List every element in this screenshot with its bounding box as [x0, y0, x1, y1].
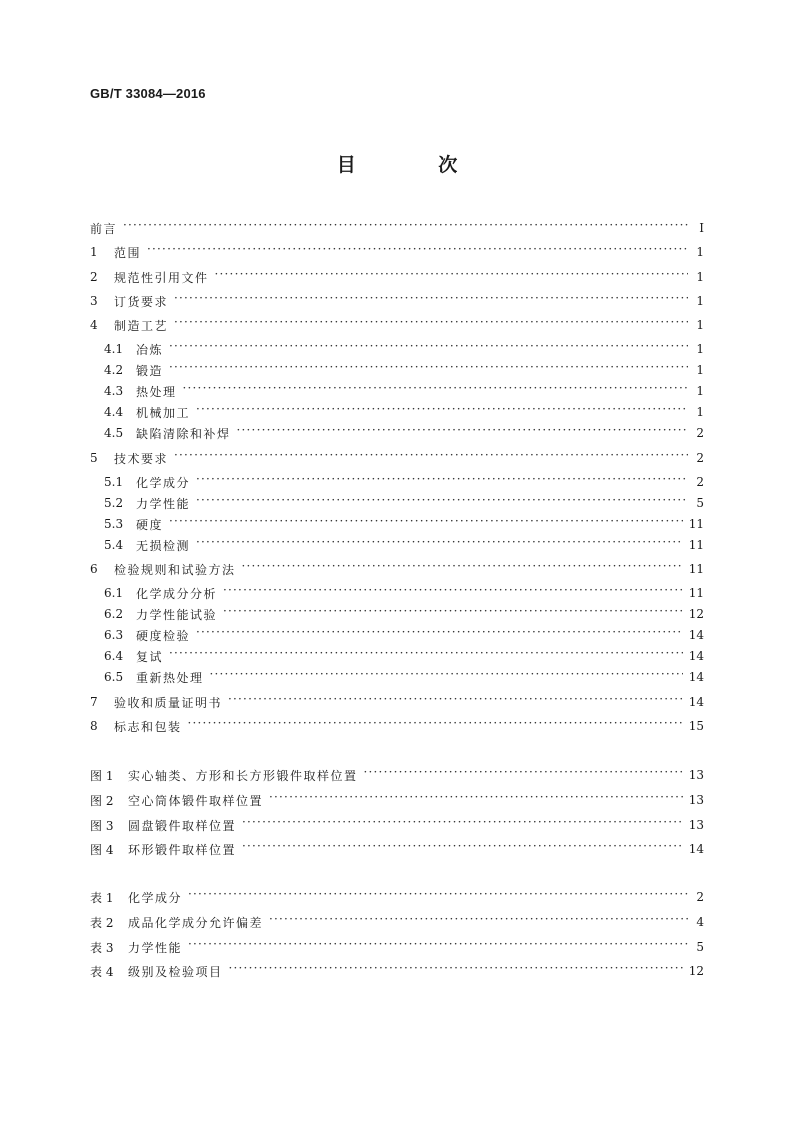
- entry-page-number: 15: [688, 719, 704, 733]
- entry-title: 级别及检验项目: [128, 964, 223, 979]
- entry-page-number: 1: [696, 342, 704, 356]
- dot-leader: [228, 695, 683, 709]
- dot-leader: [169, 517, 683, 531]
- dot-leader: [364, 768, 683, 782]
- entry-title: 热处理: [136, 384, 177, 399]
- entry-title: 机械加工: [136, 405, 191, 420]
- toc-entry[interactable]: [104, 472, 704, 492]
- dot-leader: [229, 964, 683, 978]
- entry-page-number: 1: [696, 318, 704, 332]
- dot-leader: [196, 496, 688, 510]
- dot-leader: [174, 318, 688, 332]
- entry-number: 6.4: [104, 649, 124, 663]
- dot-leader: [223, 607, 683, 621]
- entry-title: 检验规则和试验方法: [114, 562, 236, 577]
- entry-title: 订货要求: [114, 294, 169, 309]
- toc-entry[interactable]: [90, 291, 704, 311]
- entry-number: 5.4: [104, 538, 124, 552]
- dot-leader: [269, 915, 688, 929]
- entry-page-number: Ⅰ: [699, 221, 704, 235]
- entry-number: 6.5: [104, 670, 124, 684]
- tables-entry[interactable]: [90, 961, 704, 981]
- toc-entry[interactable]: [104, 583, 704, 603]
- entry-title: 硬度: [136, 517, 164, 532]
- entry-page-number: 14: [688, 670, 704, 684]
- dot-leader: [169, 649, 683, 663]
- toc-entry[interactable]: [90, 716, 704, 736]
- entry-page-number: 13: [688, 793, 704, 807]
- entry-page-number: 11: [688, 586, 704, 600]
- tables-entry[interactable]: [90, 887, 704, 907]
- toc-entry[interactable]: [104, 604, 704, 624]
- entry-number: 6.1: [104, 586, 124, 600]
- dot-leader: [188, 940, 688, 954]
- entry-title: 无损检测: [136, 538, 191, 553]
- entry-title: 力学性能: [136, 496, 191, 511]
- entry-page-number: 14: [688, 695, 704, 709]
- dot-leader: [169, 363, 688, 377]
- entry-title: 圆盘锻件取样位置: [128, 818, 237, 833]
- toc-entry[interactable]: [104, 402, 704, 422]
- tables-entry[interactable]: [90, 937, 704, 957]
- dot-leader: [242, 842, 683, 856]
- entry-page-number: 1: [696, 363, 704, 377]
- toc-entry[interactable]: [104, 625, 704, 645]
- entry-title: 实心轴类、方形和长方形锻件取样位置: [128, 768, 358, 783]
- entry-number: 2: [90, 270, 98, 284]
- dot-leader: [196, 475, 688, 489]
- entry-title: 重新热处理: [136, 670, 204, 685]
- toc-entry[interactable]: [90, 559, 704, 579]
- entry-title: 复试: [136, 649, 164, 664]
- entry-number: 4.4: [104, 405, 124, 419]
- dot-leader: [147, 245, 688, 259]
- entry-title: 规范性引用文件: [114, 270, 209, 285]
- entry-number: 5.3: [104, 517, 124, 531]
- entry-page-number: 11: [688, 562, 704, 576]
- dot-leader: [169, 342, 688, 356]
- dot-leader: [188, 890, 688, 904]
- toc-entry[interactable]: [90, 267, 704, 287]
- toc-entry[interactable]: [104, 381, 704, 401]
- entry-number: 3: [90, 294, 98, 308]
- toc-entry[interactable]: [104, 535, 704, 555]
- dot-leader: [215, 270, 688, 284]
- entry-number: 1: [90, 245, 98, 259]
- dot-leader: [196, 628, 683, 642]
- dot-leader: [174, 294, 688, 308]
- entry-title: 硬度检验: [136, 628, 191, 643]
- entry-page-number: 12: [688, 964, 704, 978]
- entry-title: 化学成分: [136, 475, 191, 490]
- entry-number: 表 1: [90, 890, 114, 905]
- toc-entry[interactable]: [90, 242, 704, 262]
- entry-page-number: 14: [688, 628, 704, 642]
- entry-title: 力学性能试验: [136, 607, 218, 622]
- entry-page-number: 5: [696, 940, 704, 954]
- entry-title: 化学成分: [128, 890, 183, 905]
- entry-number: 5.2: [104, 496, 124, 510]
- dot-leader: [123, 221, 688, 235]
- toc-entry[interactable]: [90, 692, 704, 712]
- tables-entry[interactable]: [90, 912, 704, 932]
- entry-page-number: 2: [696, 890, 704, 904]
- entry-title: 前言: [90, 221, 118, 236]
- entry-title: 验收和质量证明书: [114, 695, 223, 710]
- entry-title: 制造工艺: [114, 318, 169, 333]
- toc-entry[interactable]: [90, 315, 704, 335]
- entry-page-number: 1: [696, 294, 704, 308]
- entry-page-number: 5: [696, 496, 704, 510]
- entry-title: 力学性能: [128, 940, 183, 955]
- entry-page-number: 12: [688, 607, 704, 621]
- entry-number: 图 3: [90, 818, 114, 833]
- entry-page-number: 1: [696, 270, 704, 284]
- standard-code: GB/T 33084—2016: [90, 86, 206, 101]
- entry-title: 环形锻件取样位置: [128, 842, 237, 857]
- entry-page-number: 11: [688, 538, 704, 552]
- entry-title: 空心筒体锻件取样位置: [128, 793, 264, 808]
- entry-number: 表 2: [90, 915, 114, 930]
- entry-page-number: 13: [688, 818, 704, 832]
- dot-leader: [174, 451, 688, 465]
- toc-entry[interactable]: [90, 218, 704, 238]
- entry-page-number: 2: [696, 451, 704, 465]
- entry-page-number: 1: [696, 384, 704, 398]
- toc-entry[interactable]: [104, 667, 704, 687]
- entry-title: 缺陷清除和补焊: [136, 426, 231, 441]
- entry-number: 8: [90, 719, 98, 733]
- entry-number: 4.1: [104, 342, 124, 356]
- figures-entry[interactable]: [90, 815, 704, 835]
- entry-title: 范围: [114, 245, 142, 260]
- dot-leader: [242, 818, 683, 832]
- dot-leader: [237, 426, 688, 440]
- entry-number: 6.3: [104, 628, 124, 642]
- entry-number: 5: [90, 451, 98, 465]
- entry-page-number: 2: [696, 475, 704, 489]
- entry-number: 7: [90, 695, 98, 709]
- dot-leader: [183, 384, 688, 398]
- entry-number: 表 3: [90, 940, 114, 955]
- entry-number: 6: [90, 562, 98, 576]
- entry-page-number: 4: [696, 915, 704, 929]
- figures-entry[interactable]: [90, 790, 704, 810]
- entry-number: 图 4: [90, 842, 114, 857]
- entry-number: 4.2: [104, 363, 124, 377]
- entry-page-number: 13: [688, 768, 704, 782]
- entry-page-number: 14: [688, 842, 704, 856]
- toc-entry[interactable]: [104, 646, 704, 666]
- toc-entry[interactable]: [104, 514, 704, 534]
- entry-title: 锻造: [136, 363, 164, 378]
- entry-page-number: 2: [696, 426, 704, 440]
- figures-entry[interactable]: [90, 765, 704, 785]
- figures-entry[interactable]: [90, 839, 704, 859]
- entry-page-number: 1: [696, 405, 704, 419]
- toc-entry[interactable]: [104, 339, 704, 359]
- toc-entry[interactable]: [104, 423, 704, 443]
- dot-leader: [188, 719, 683, 733]
- entry-title: 化学成分分析: [136, 586, 218, 601]
- entry-number: 4.3: [104, 384, 124, 398]
- dot-leader: [242, 562, 683, 576]
- toc-entry[interactable]: [104, 493, 704, 513]
- entry-number: 6.2: [104, 607, 124, 621]
- toc-title: 目 次: [336, 154, 496, 176]
- entry-page-number: 14: [688, 649, 704, 663]
- dot-leader: [196, 538, 683, 552]
- entry-page-number: 11: [688, 517, 704, 531]
- entry-number: 4.5: [104, 426, 124, 440]
- dot-leader: [223, 586, 683, 600]
- entry-number: 图 1: [90, 768, 114, 783]
- entry-number: 4: [90, 318, 98, 332]
- toc-entry[interactable]: [104, 360, 704, 380]
- entry-number: 5.1: [104, 475, 124, 489]
- entry-title: 技术要求: [114, 451, 169, 466]
- entry-page-number: 1: [696, 245, 704, 259]
- toc-entry[interactable]: [90, 448, 704, 468]
- dot-leader: [210, 670, 683, 684]
- entry-number: 表 4: [90, 964, 114, 979]
- entry-title: 成品化学成分允许偏差: [128, 915, 264, 930]
- entry-number: 图 2: [90, 793, 114, 808]
- entry-title: 标志和包装: [114, 719, 182, 734]
- dot-leader: [196, 405, 688, 419]
- entry-title: 冶炼: [136, 342, 164, 357]
- dot-leader: [269, 793, 683, 807]
